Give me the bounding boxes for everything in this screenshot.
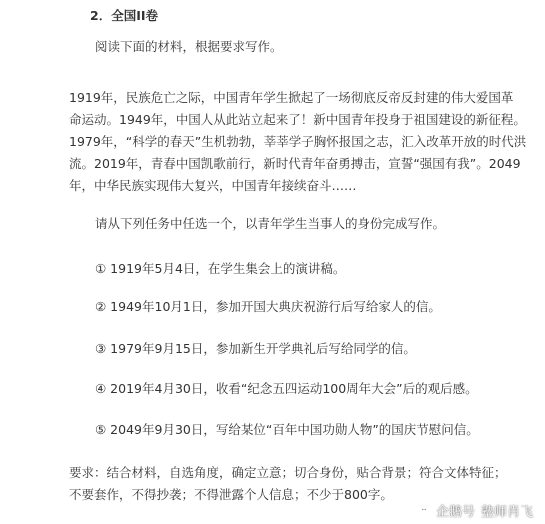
task-option-2: ② 1949年10月1日，参加开国大典庆祝游行后写给家人的信。 [95,299,441,314]
material-line: 1919年，民族危亡之际，中国青年学生掀起了一场彻底反帝反封建的伟大爱国革 [69,90,514,105]
task-option-5: ⑤ 2049年9月30日，写给某位“百年中国功勋人物”的国庆节慰问信。 [95,422,479,437]
watermark [416,501,535,520]
instruction-text: 阅读下面的材料，根据要求写作。 [95,39,283,54]
material-line: 1979年，“科学的春天”生机勃勃，莘莘学子胸怀报国之志，汇入改革开放的时代洪 [69,134,527,149]
penguin-logo-icon [416,503,432,519]
requirements-line: 要求：结合材料，自选角度，确定立意；切合身份，贴合背景；符合文体特征； [69,465,507,480]
task-option-4: ④ 2019年4月30日，收看“纪念五四运动100周年大会”后的观后感。 [95,381,478,396]
task-option-3: ③ 1979年9月15日，参加新生开学典礼后写给同学的信。 [95,341,416,356]
watermark-platform: 企鹅号 [435,505,475,520]
watermark-author: 塾师肖飞 [480,505,533,520]
material-line: 流。2019年，青春中国凯歌前行，新时代青年奋勇搏击，宣誓“强国有我”。2049 [69,156,521,171]
task-option-1: ① 1919年5月4日，在学生集会上的演讲稿。 [95,261,346,276]
material-line: 命运动。1949年，中国人从此站立起来了！新中国青年投身于祖国建设的新征程。 [69,112,526,127]
question-heading: 2．全国II卷 [90,8,158,23]
task-instruction: 请从下列任务中任选一个，以青年学生当事人的身份完成写作。 [95,216,446,231]
material-line: 年，中华民族实现伟大复兴，中国青年接续奋斗…… [69,178,357,193]
requirements-line: 不要套作，不得抄袭；不得泄露个人信息；不少于800字。 [69,487,393,502]
